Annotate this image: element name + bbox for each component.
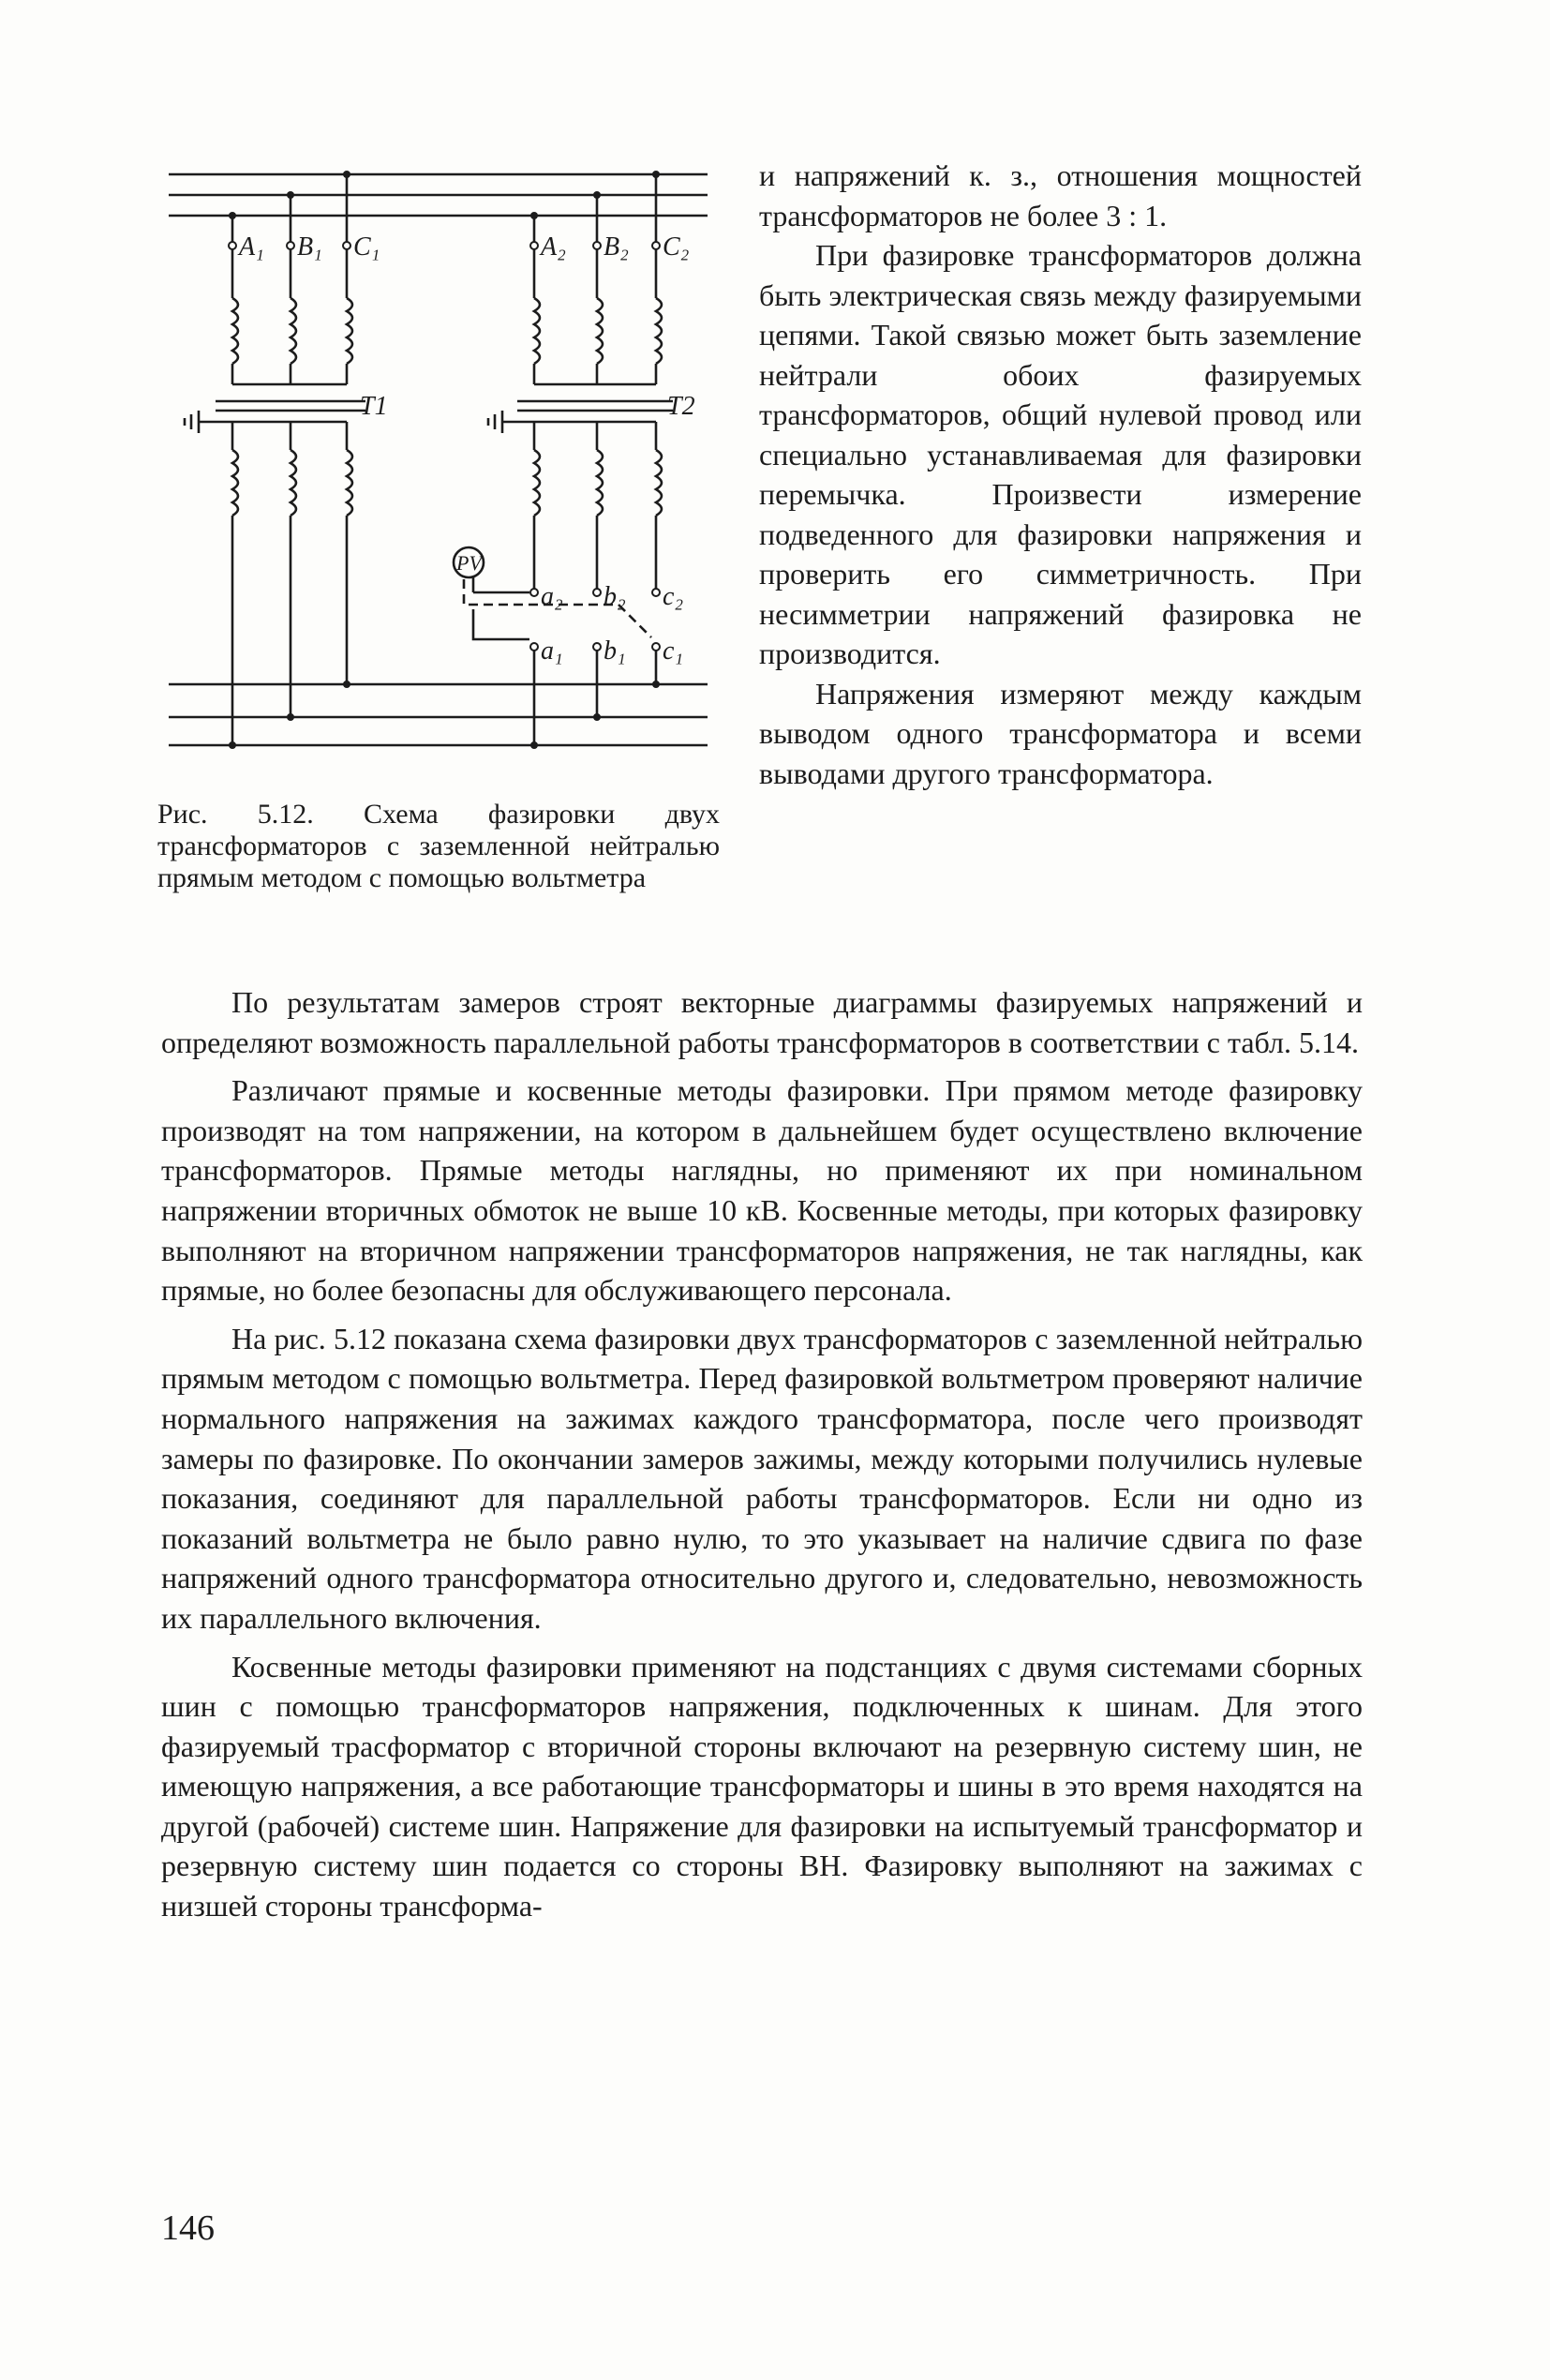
right-column-text: [759, 156, 1362, 793]
label-c1: C₁: [353, 232, 380, 262]
paragraph: и напряжений к. з., отношения мощностей трансформаторов не более 3 : 1.: [759, 158, 1362, 232]
main-body-text: [161, 982, 1363, 1935]
label-c2: C₂: [663, 232, 690, 262]
label-a1: A₁: [239, 232, 264, 262]
paragraph: По результатам замеров строят векторные диаграммы фазируемых напряжений и определяют возможность параллельной работы трансформаторов в соответствии с табл. 5.14.: [161, 985, 1363, 1059]
page-number: 146: [161, 2208, 215, 2248]
label-c2-terminal: c₂: [663, 582, 684, 611]
label-c1-terminal: c₁: [663, 636, 684, 666]
label-b1: B₁: [297, 232, 322, 262]
label-t1: T1: [360, 392, 388, 421]
figure-caption: Рис. 5.12. Схема фазировки двух трансформаторов с заземленной нейтралью прямым методом с помощью вольтметра: [157, 799, 720, 893]
paragraph: Различают прямые и косвенные методы фазировки. При прямом методе фазировку производят на том напряжении, на котором в дальнейшем будет осуществлено включение трансформаторов. Прямые методы наглядны, но применяют их при номинальном напряжении вторичных обмоток не выше 10 кВ. Косвенные методы, при которых фазировку выполняют на вторичном напряжении трансформаторов напряжения, не так наглядны, как прямые, но более безопасны для обслуживающего персонала.: [161, 1073, 1363, 1308]
paragraph: На рис. 5.12 показана схема фазировки двух трансформаторов с заземленной нейтралью прямым методом с помощью вольтметра. Перед фазировкой вольтметром проверяют наличие нормального напряжения на зажимах каждого трансформатора, после чего производят замеры по фазировке. По окончании замеров зажимы, между которыми получились нулевые показания, соединяют для параллельной работы трансформаторов. Если ни одно из показаний вольтметра не было равно нулю, то это указывает на наличие сдвига по фазе напряжений одного трансформатора относительно другого и, следовательно, невозможность их параллельного включения.: [161, 1321, 1363, 1635]
phasing-schematic-figure: [155, 150, 717, 769]
label-pv: PV: [456, 551, 482, 575]
label-b2-terminal: b₂: [604, 582, 626, 611]
paragraph: Напряжения измеряют между каждым выводом одного трансформатора и всеми выводами другого трансформатора.: [759, 676, 1362, 790]
label-a1-terminal: a₁: [541, 636, 563, 666]
label-b2: B₂: [604, 232, 629, 262]
paragraph: При фазировке трансформаторов должна быть электрическая связь между фазируемыми цепями. Такой связью может быть заземление нейтрали обоих фазируемых трансформаторов, общий нулевой провод или специально устанавливаемая для фазировки перемычка. Произвести измерение подведенного для фазировки напряжения и проверить его симметричность. При несимметрии напряжений фазировка не производится.: [759, 238, 1362, 670]
label-b1-terminal: b₁: [604, 636, 626, 666]
label-a2: A₂: [541, 232, 566, 262]
paragraph: Косвенные методы фазировки применяют на подстанциях с двумя системами сборных шин с помощью трансформаторов напряжения, подключенных к шинам. Для этого фазируемый трасформатор с вторичной стороны включают на резервную систему шин, не имеющую напряжения, а все работающие трансформаторы и шины в это время находятся на другой (рабочей) системе шин. Напряжение для фазировки на испытуемый трансформатор и резервную систему шин подается со стороны ВН. Фазировку выполняют на зажимах с низшей стороны трансформа-: [161, 1649, 1363, 1923]
label-a2-terminal: a₂: [541, 582, 563, 611]
label-t2: T2: [667, 392, 695, 421]
